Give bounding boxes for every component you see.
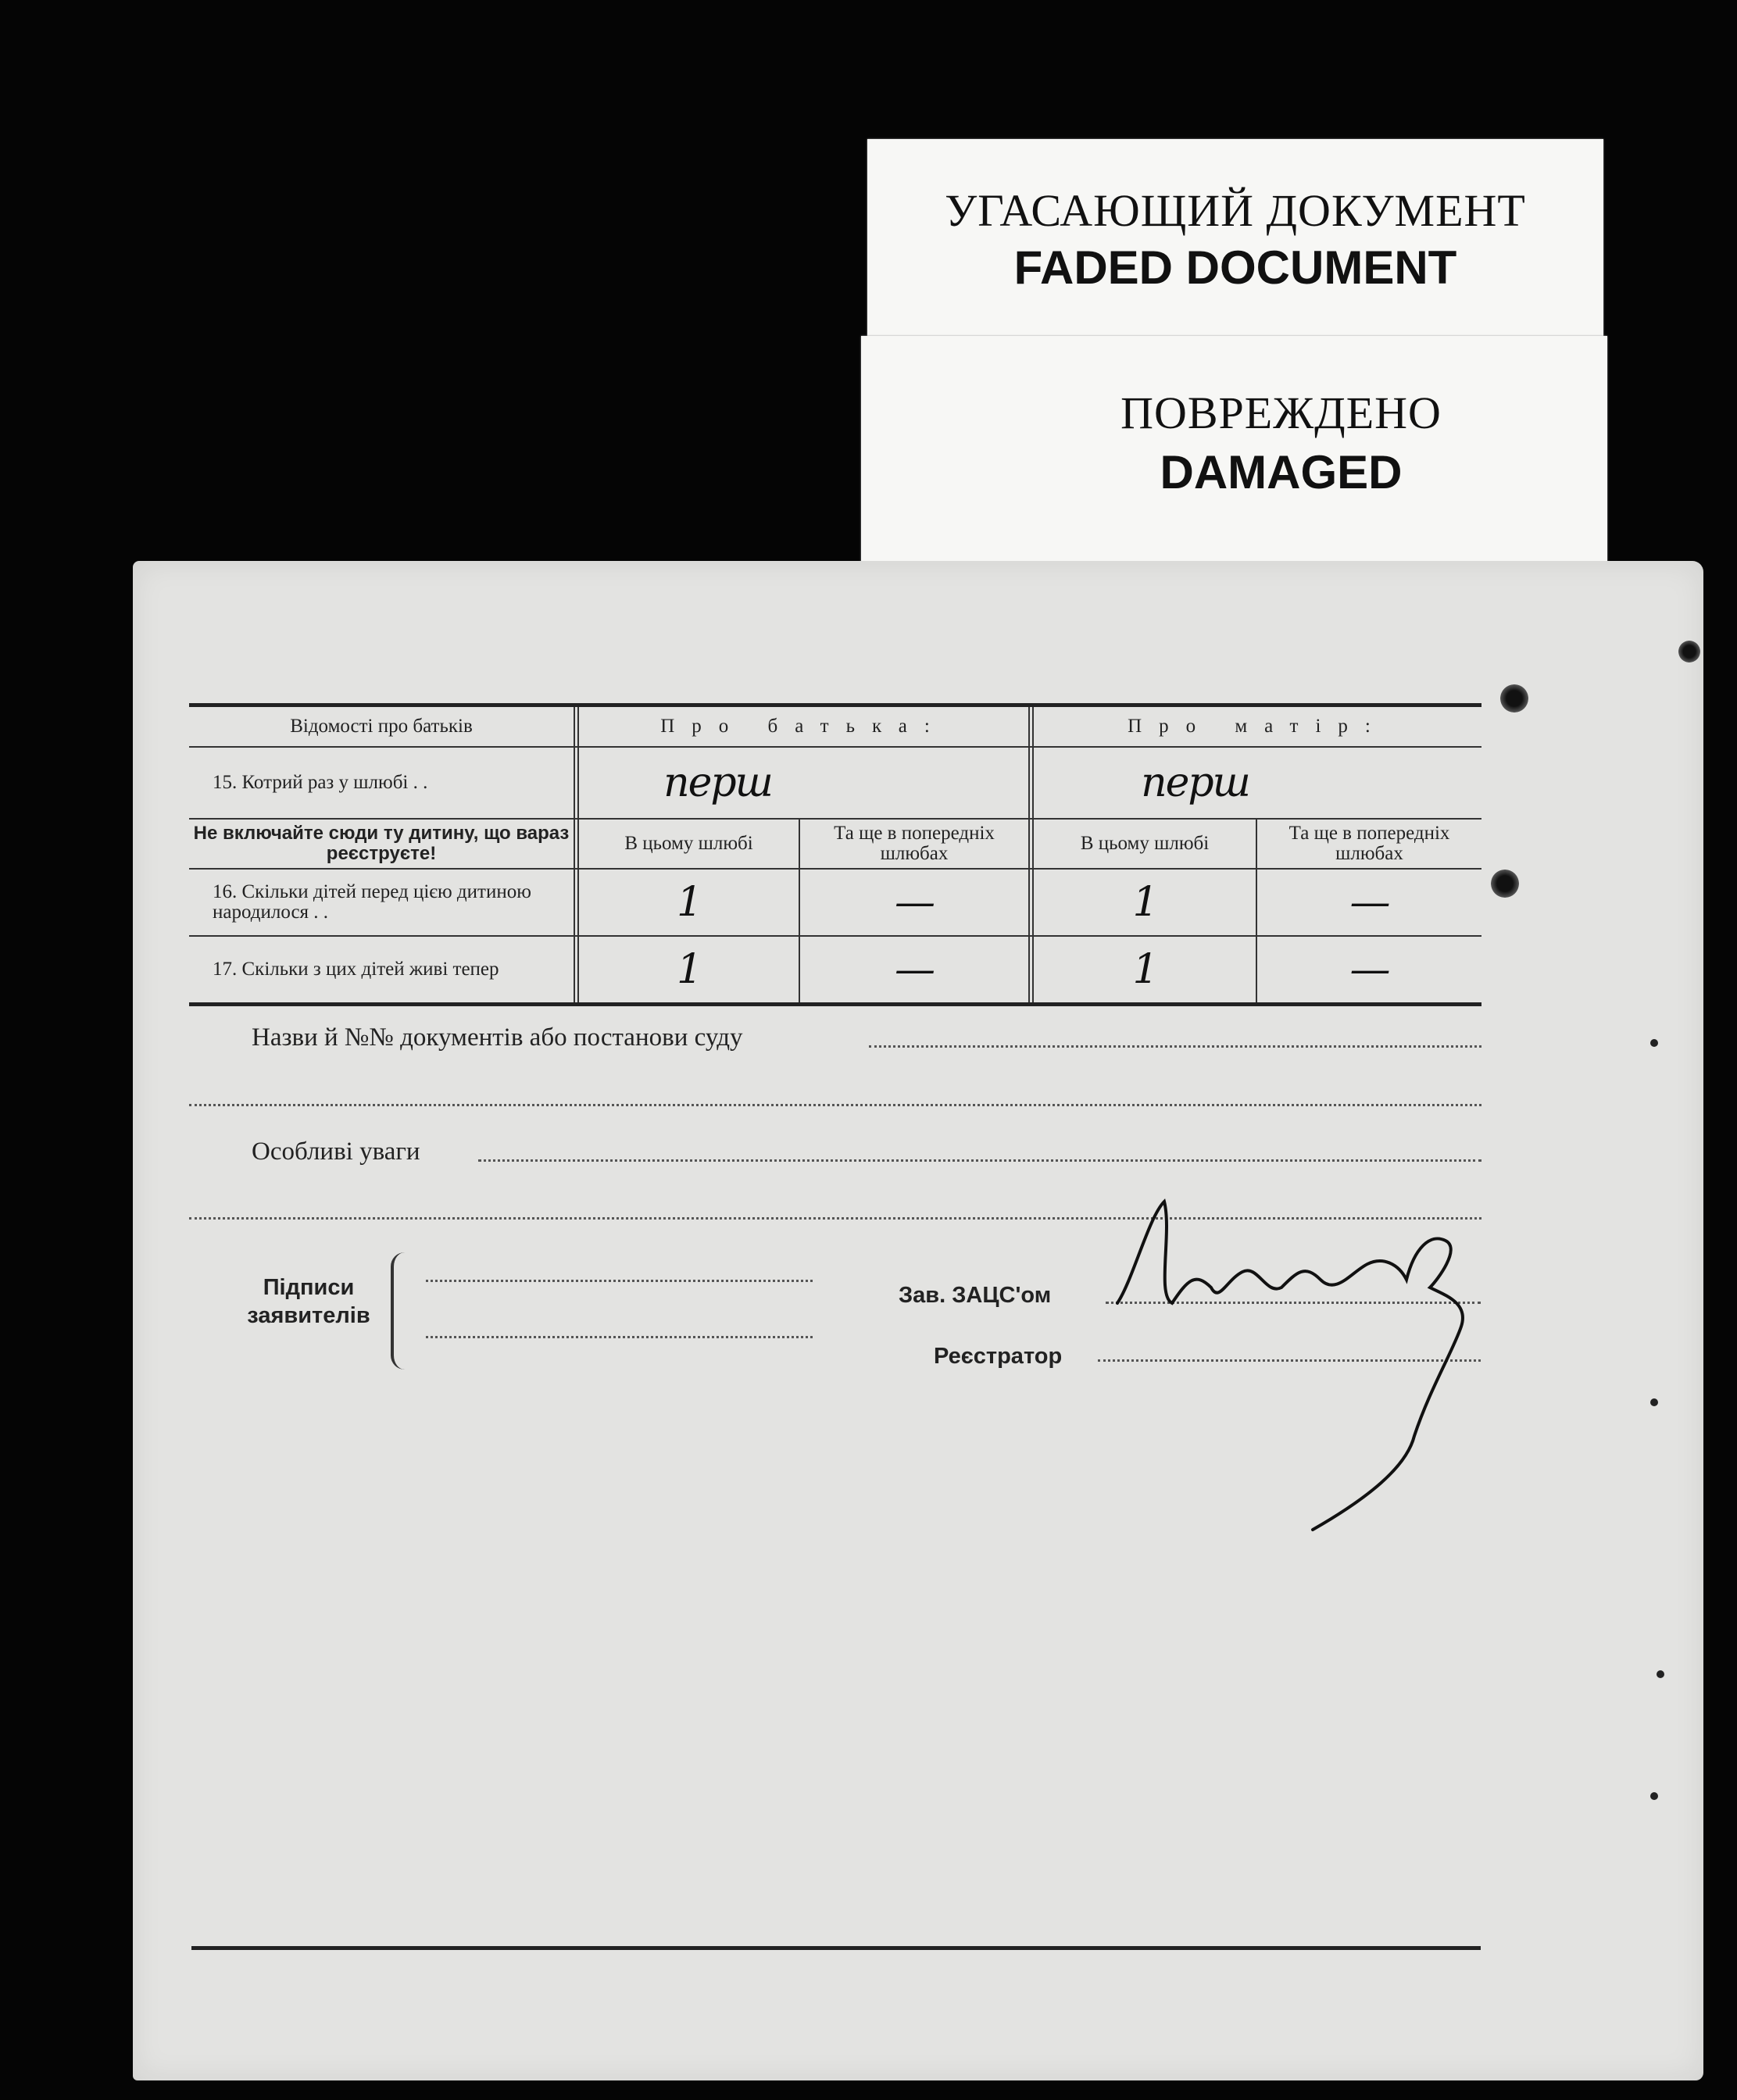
subheader-father-current: В цьому шлюбі (574, 820, 799, 868)
row17-mother-current-cell (1028, 937, 1256, 1002)
row16-father-previous: — (895, 879, 934, 926)
header-father: Про батька: (574, 707, 1028, 746)
row15-label: 15. Котрий раз у шлюбі . . (213, 772, 428, 793)
row15-mother-value: перш (1141, 759, 1249, 806)
punch-hole (1491, 870, 1519, 898)
table-row-15 (189, 748, 1481, 820)
table-row-17 (189, 937, 1481, 1002)
damaged-document-label (861, 336, 1607, 562)
row17-mother-current: 1 (1132, 946, 1157, 993)
row17-label: 17. Скільки з цих дітей живі тепер (213, 959, 499, 980)
remarks-line (478, 1159, 1481, 1162)
speck (1650, 1792, 1658, 1800)
registrar-label: Реєстратор (934, 1344, 1063, 1369)
row17-father-current: 1 (676, 946, 702, 993)
row15-father-cell (574, 748, 1028, 818)
row16-mother-current: 1 (1132, 879, 1157, 926)
damaged-label-ru: ПОВРЕЖДЕНО (1120, 388, 1442, 438)
punch-hole (1678, 641, 1700, 662)
row16-father-current: 1 (676, 879, 702, 926)
table-header-row (189, 707, 1481, 748)
row17-father-current-cell (574, 937, 799, 1002)
documents-line (869, 1045, 1481, 1048)
row17-father-previous-cell (799, 937, 1028, 1002)
row16-mother-current-cell (1028, 870, 1256, 935)
speck (1650, 1039, 1658, 1047)
subheader-father-previous: Та ще в попередніх шлюбах (799, 820, 1028, 868)
faded-label-ru: УГАСАЮЩИЙ ДОКУМЕНТ (945, 185, 1526, 236)
header-col-label: Відомості про батьків (290, 716, 473, 737)
table-row-16 (189, 870, 1481, 937)
row15-mother-cell (1028, 748, 1481, 818)
faded-document-label (867, 139, 1603, 344)
remarks-label: Особливі уваги (252, 1138, 420, 1166)
parents-table (189, 703, 1481, 1006)
table-subheader-row (189, 820, 1481, 870)
damaged-label-en: DAMAGED (1160, 446, 1403, 498)
applicant-signature-line-2 (426, 1336, 813, 1338)
header-mother: Про матір: (1028, 707, 1481, 746)
faded-label-en: FADED DOCUMENT (1013, 241, 1457, 294)
documents-line-2 (189, 1104, 1481, 1106)
row17-mother-previous-cell (1256, 937, 1481, 1002)
brace (391, 1252, 411, 1370)
head-label: Зав. ЗАЦС'ом (899, 1283, 1052, 1308)
speck (1657, 1670, 1664, 1678)
bottom-rule (191, 1946, 1481, 1950)
handwritten-signature-icon (1102, 1186, 1571, 1538)
row16-label: 16. Скільки дітей перед цією дитиною народилося . . (213, 881, 531, 923)
row16-mother-previous: — (1349, 879, 1389, 926)
row16-father-previous-cell (799, 870, 1028, 935)
row15-father-value: перш (663, 759, 772, 806)
applicant-signature-line-1 (426, 1280, 813, 1282)
speck (1650, 1398, 1658, 1406)
row17-mother-previous: — (1349, 946, 1389, 993)
subheader-note: Не включайте сюди ту дитину, що вараз реєструєте! (193, 823, 570, 864)
punch-hole (1500, 684, 1528, 712)
form-sheet (133, 561, 1703, 2080)
applicants-signatures-label: Підписи заявителів (247, 1275, 370, 1328)
row16-father-current-cell (574, 870, 799, 935)
subheader-mother-current: В цьому шлюбі (1028, 820, 1256, 868)
row16-mother-previous-cell (1256, 870, 1481, 935)
documents-label: Назви й №№ документів або постанови суду (252, 1023, 743, 1052)
subheader-mother-previous: Та ще в попередніх шлюбах (1256, 820, 1481, 868)
row17-father-previous: — (895, 946, 934, 993)
